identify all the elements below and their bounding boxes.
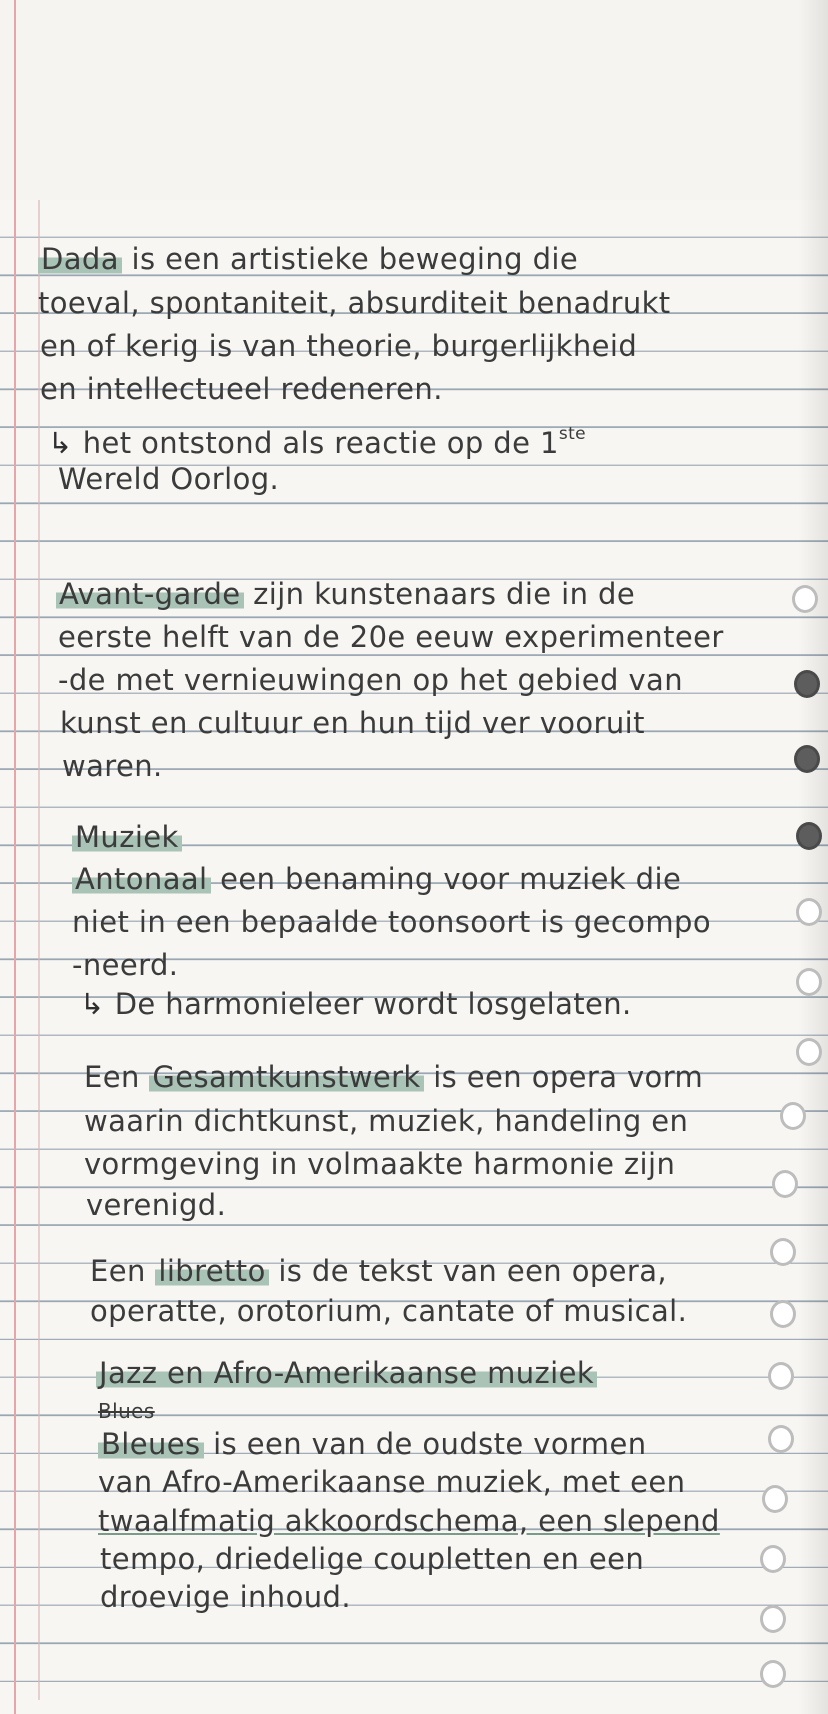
note-line: twaalfmatig akkoordschema, een slepend bbox=[98, 1504, 720, 1538]
note-line: toeval, spontaniteit, absurditeit benadrukt bbox=[38, 286, 671, 320]
binder-hole bbox=[760, 1605, 786, 1633]
binder-hole bbox=[796, 968, 822, 996]
binder-hole bbox=[796, 898, 822, 926]
highlighted-term: Antonaal bbox=[72, 862, 211, 896]
note-line: Een libretto is de tekst van een opera, bbox=[90, 1254, 668, 1288]
arrow-icon: ↳ bbox=[48, 426, 73, 460]
inner-margin-line bbox=[38, 200, 40, 1700]
note-line: ↳ De harmonieleer wordt losgelaten. bbox=[80, 987, 632, 1021]
note-line: operatte, orotorium, cantate of musical. bbox=[90, 1294, 688, 1328]
note-line: vormgeving in volmaakte harmonie zijn bbox=[84, 1147, 676, 1181]
highlighted-term: Gesamtkunstwerk bbox=[149, 1060, 423, 1094]
note-line: ↳ het ontstond als reactie op de 1ste bbox=[48, 424, 586, 460]
note-line: en intellectueel redeneren. bbox=[40, 372, 443, 406]
note-line: droevige inhoud. bbox=[100, 1580, 351, 1614]
binder-hole bbox=[770, 1238, 796, 1266]
note-line: waren. bbox=[62, 749, 163, 783]
binder-hole bbox=[792, 585, 818, 613]
note-line: verenigd. bbox=[86, 1188, 227, 1222]
binder-hole bbox=[768, 1425, 794, 1453]
note-line: Avant-garde zijn kunstenaars die in de bbox=[56, 575, 635, 613]
highlighted-term: Avant-garde bbox=[56, 577, 244, 611]
note-line: Een Gesamtkunstwerk is een opera vorm bbox=[84, 1060, 704, 1094]
note-heading bbox=[72, 818, 182, 856]
crossed-out-word: Blues bbox=[98, 1399, 155, 1423]
note-heading bbox=[96, 1354, 597, 1392]
note-line: tempo, driedelige coupletten en een bbox=[100, 1542, 645, 1576]
note-line: van Afro-Amerikaanse muziek, met een bbox=[98, 1465, 686, 1499]
highlighted-term: Dada bbox=[38, 242, 122, 276]
note-line: Bleues is een van de oudste vormen bbox=[98, 1425, 646, 1463]
highlighted-term: Jazz en Afro-Amerikaanse muziek bbox=[96, 1356, 597, 1390]
binder-hole bbox=[762, 1485, 788, 1513]
binder-hole bbox=[780, 1102, 806, 1130]
note-line: Wereld Oorlog. bbox=[58, 462, 280, 496]
arrow-icon: ↳ bbox=[80, 987, 105, 1021]
binder-hole bbox=[768, 1362, 794, 1390]
binder-hole bbox=[796, 822, 822, 850]
note-line: kunst en cultuur en hun tijd ver vooruit bbox=[60, 706, 645, 740]
note-line: eerste helft van de 20e eeuw experimenteer bbox=[58, 620, 724, 654]
binder-hole bbox=[796, 1038, 822, 1066]
note-line: en of kerig is van theorie, burgerlijkheid bbox=[40, 329, 638, 363]
binder-hole bbox=[760, 1545, 786, 1573]
note-line: niet in een bepaalde toonsoort is gecompo bbox=[72, 905, 711, 939]
binder-hole bbox=[760, 1660, 786, 1688]
note-line: -neerd. bbox=[72, 948, 179, 982]
highlighted-term: Muziek bbox=[72, 820, 182, 854]
binder-hole bbox=[770, 1300, 796, 1328]
binder-hole bbox=[794, 745, 820, 773]
note-line: waarin dichtkunst, muziek, handeling en bbox=[84, 1104, 689, 1138]
highlighted-term: libretto bbox=[155, 1254, 268, 1288]
binder-holes bbox=[752, 0, 822, 1714]
binder-hole bbox=[772, 1170, 798, 1198]
binder-hole bbox=[794, 670, 820, 698]
note-line: -de met vernieuwingen op het gebied van bbox=[58, 663, 683, 697]
note-line: Dada is een artistieke beweging die bbox=[38, 240, 578, 278]
red-margin-line bbox=[14, 0, 16, 1714]
note-line: Antonaal een benaming voor muziek die bbox=[72, 860, 681, 898]
highlighted-term: Bleues bbox=[98, 1427, 204, 1461]
